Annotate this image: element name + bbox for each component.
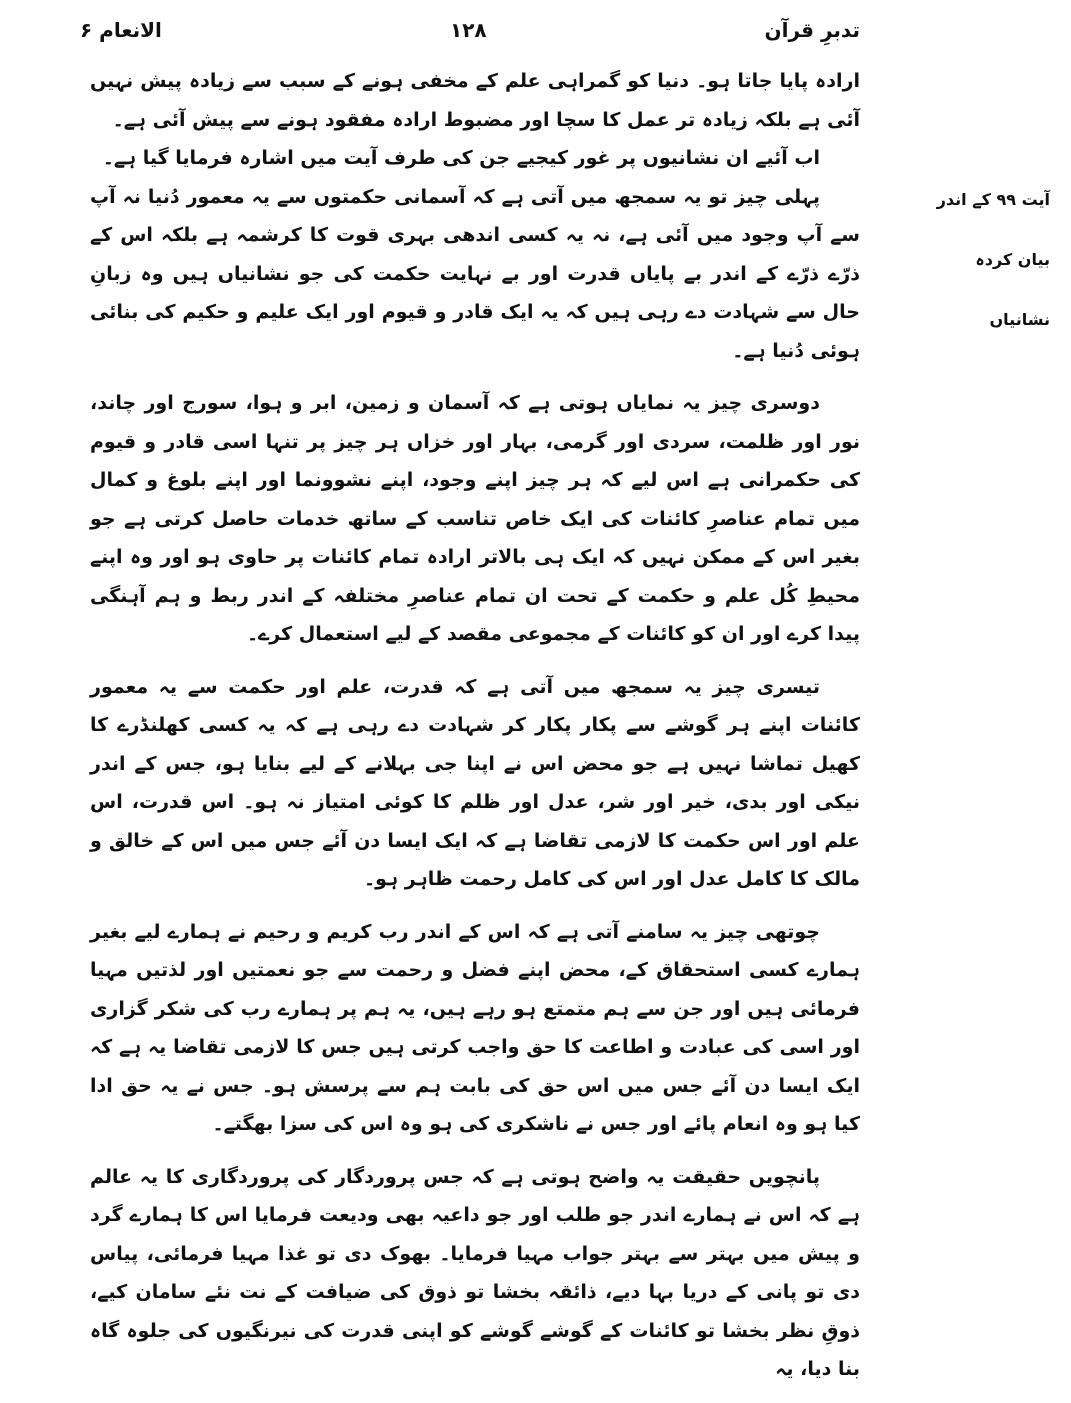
paragraph: تیسری چیز یہ سمجھ میں آتی ہے کہ قدرت، علم اور حکمت سے یہ معمور کائنات اپنے ہر گوشے سے پکار پکار کر شہادت دے رہی ہے کہ یہ کسی کھلنڈرے کا کھیل تماشا نہیں ہے جو محض اس نے اپنا جی بہلانے کے لیے بنایا ہو، جس کے اندر نیکی اور بدی، خیر اور شر، عدل اور ظلم کا کوئی امتیاز نہ ہو۔ اس قدرت، اس علم اور اس حکمت کا لازمی تقاضا ہے کہ ایک ایسا دن آئے جس میں اس کے خالق و مالک کا کامل عدل اور اس کی کامل رحمت ظاہر ہو۔ xyxy=(90,675,860,890)
paragraph: پہلی چیز تو یہ سمجھ میں آتی ہے کہ آسمانی حکمتوں سے یہ معمور دُنیا نہ آپ سے آپ وجود میں آئی ہے، نہ یہ کسی اندھی بہری قوت کا کرشمہ ہے بلکہ اس کے ذرّے ذرّے کے اندر بے پایاں قدرت اور بے نہایت حکمت کی جو نشانیاں ہیں وہ زبانِ حال سے شہادت دے رہی ہیں کہ یہ ایک قادر و قیوم اور ایک علیم و حکیم کی بنائی ہوئی دُنیا ہے۔ xyxy=(90,185,860,362)
margin-note-line: آیت ۹۹ کے اندر xyxy=(936,190,1050,209)
paragraph: دوسری چیز یہ نمایاں ہوتی ہے کہ آسمان و زمین، ابر و ہوا، سورج اور چاند، نور اور ظلمت، سردی اور گرمی، بہار اور خزاں ہر چیز پر تنہا اسی قادر و قیوم کی حکمرانی ہے اس لیے کہ ہر چیز اپنے وجود، اپنے نشوونما اور اپنے بلوغ و کمال میں تمام عناصرِ کائنات کی ایک خاص تناسب کے ساتھ خدمات حاصل کرتی ہے جو بغیر اس کے ممکن نہیں کہ ایک ہی بالاتر ارادہ تمام کائنات پر حاوی ہو اور وہ اپنے محیطِ کُل علم و حکمت کے تحت ان تمام عناصرِ مختلفہ کے اندر ربط و ہم آہنگی پیدا کرے اور ان کو کائنات کے مجموعی مقصد کے لیے استعمال کرے۔ xyxy=(90,392,860,645)
page-header xyxy=(80,10,860,54)
paragraph: ارادہ پایا جاتا ہو۔ دنیا کو گمراہی علم کے مخفی ہونے کے سبب سے زیادہ پیش نہیں آئی ہے بلکہ زیادہ تر عمل کا سچا اور مضبوط ارادہ مفقود ہونے سے پیش آئی ہے۔ xyxy=(90,70,860,131)
margin-note-line: نشانیاں xyxy=(989,310,1050,329)
main-text xyxy=(90,62,860,1403)
book-title: تدبرِ قرآن xyxy=(764,18,860,42)
margin-note-line: بیان کردہ xyxy=(975,250,1050,269)
paragraph: پانچویں حقیقت یہ واضح ہوتی ہے کہ جس پروردگار کی پروردگاری کا یہ عالم ہے کہ اس نے ہمارے اندر جو طلب اور جو داعیہ بھی ودیعت فرمایا اس کا ہمارے گرد و پیش میں بہتر سے بہتر جواب مہیا فرمایا۔ بھوک دی تو غذا مہیا فرمائی، پیاس دی تو پانی کے دریا بہا دیے، ذائقہ بخشا تو ذوق کی ضیافت کے نت نئے سامان کیے، ذوقِ نظر بخشا تو کائنات کے گوشے گوشے کو اپنی قدرت کی نیرنگیوں کی جلوہ گاہ بنا دیا، یہ xyxy=(90,1165,860,1380)
paragraph: اب آئیے ان نشانیوں پر غور کیجیے جن کی طرف آیت میں اشارہ فرمایا گیا ہے۔ xyxy=(102,147,820,169)
page-number: ۱۲۸ xyxy=(450,18,487,42)
surah-name: الانعام ۶ xyxy=(80,18,162,42)
margin-note xyxy=(870,170,1050,350)
paragraph: چوتھی چیز یہ سامنے آتی ہے کہ اس کے اندر رب کریم و رحیم نے ہمارے لیے بغیر ہمارے کسی استحقاق کے، محض اپنے فضل و رحمت سے جو نعمتیں اور لذتیں مہیا فرمائی ہیں اور جن سے ہم متمتع ہو رہے ہیں، یہ ہم پر ہمارے رب کی شکر گزاری اور اسی کی عبادت و اطاعت کا حق واجب کرتی ہیں جس کا لازمی تقاضا یہ ہے کہ ایک ایسا دن آئے جس میں اس حق کی بابت ہم سے پرسش ہو۔ جس نے یہ حق ادا کیا ہو وہ انعام پائے اور جس نے ناشکری کی ہو وہ اس کی سزا بھگتے۔ xyxy=(90,920,860,1135)
